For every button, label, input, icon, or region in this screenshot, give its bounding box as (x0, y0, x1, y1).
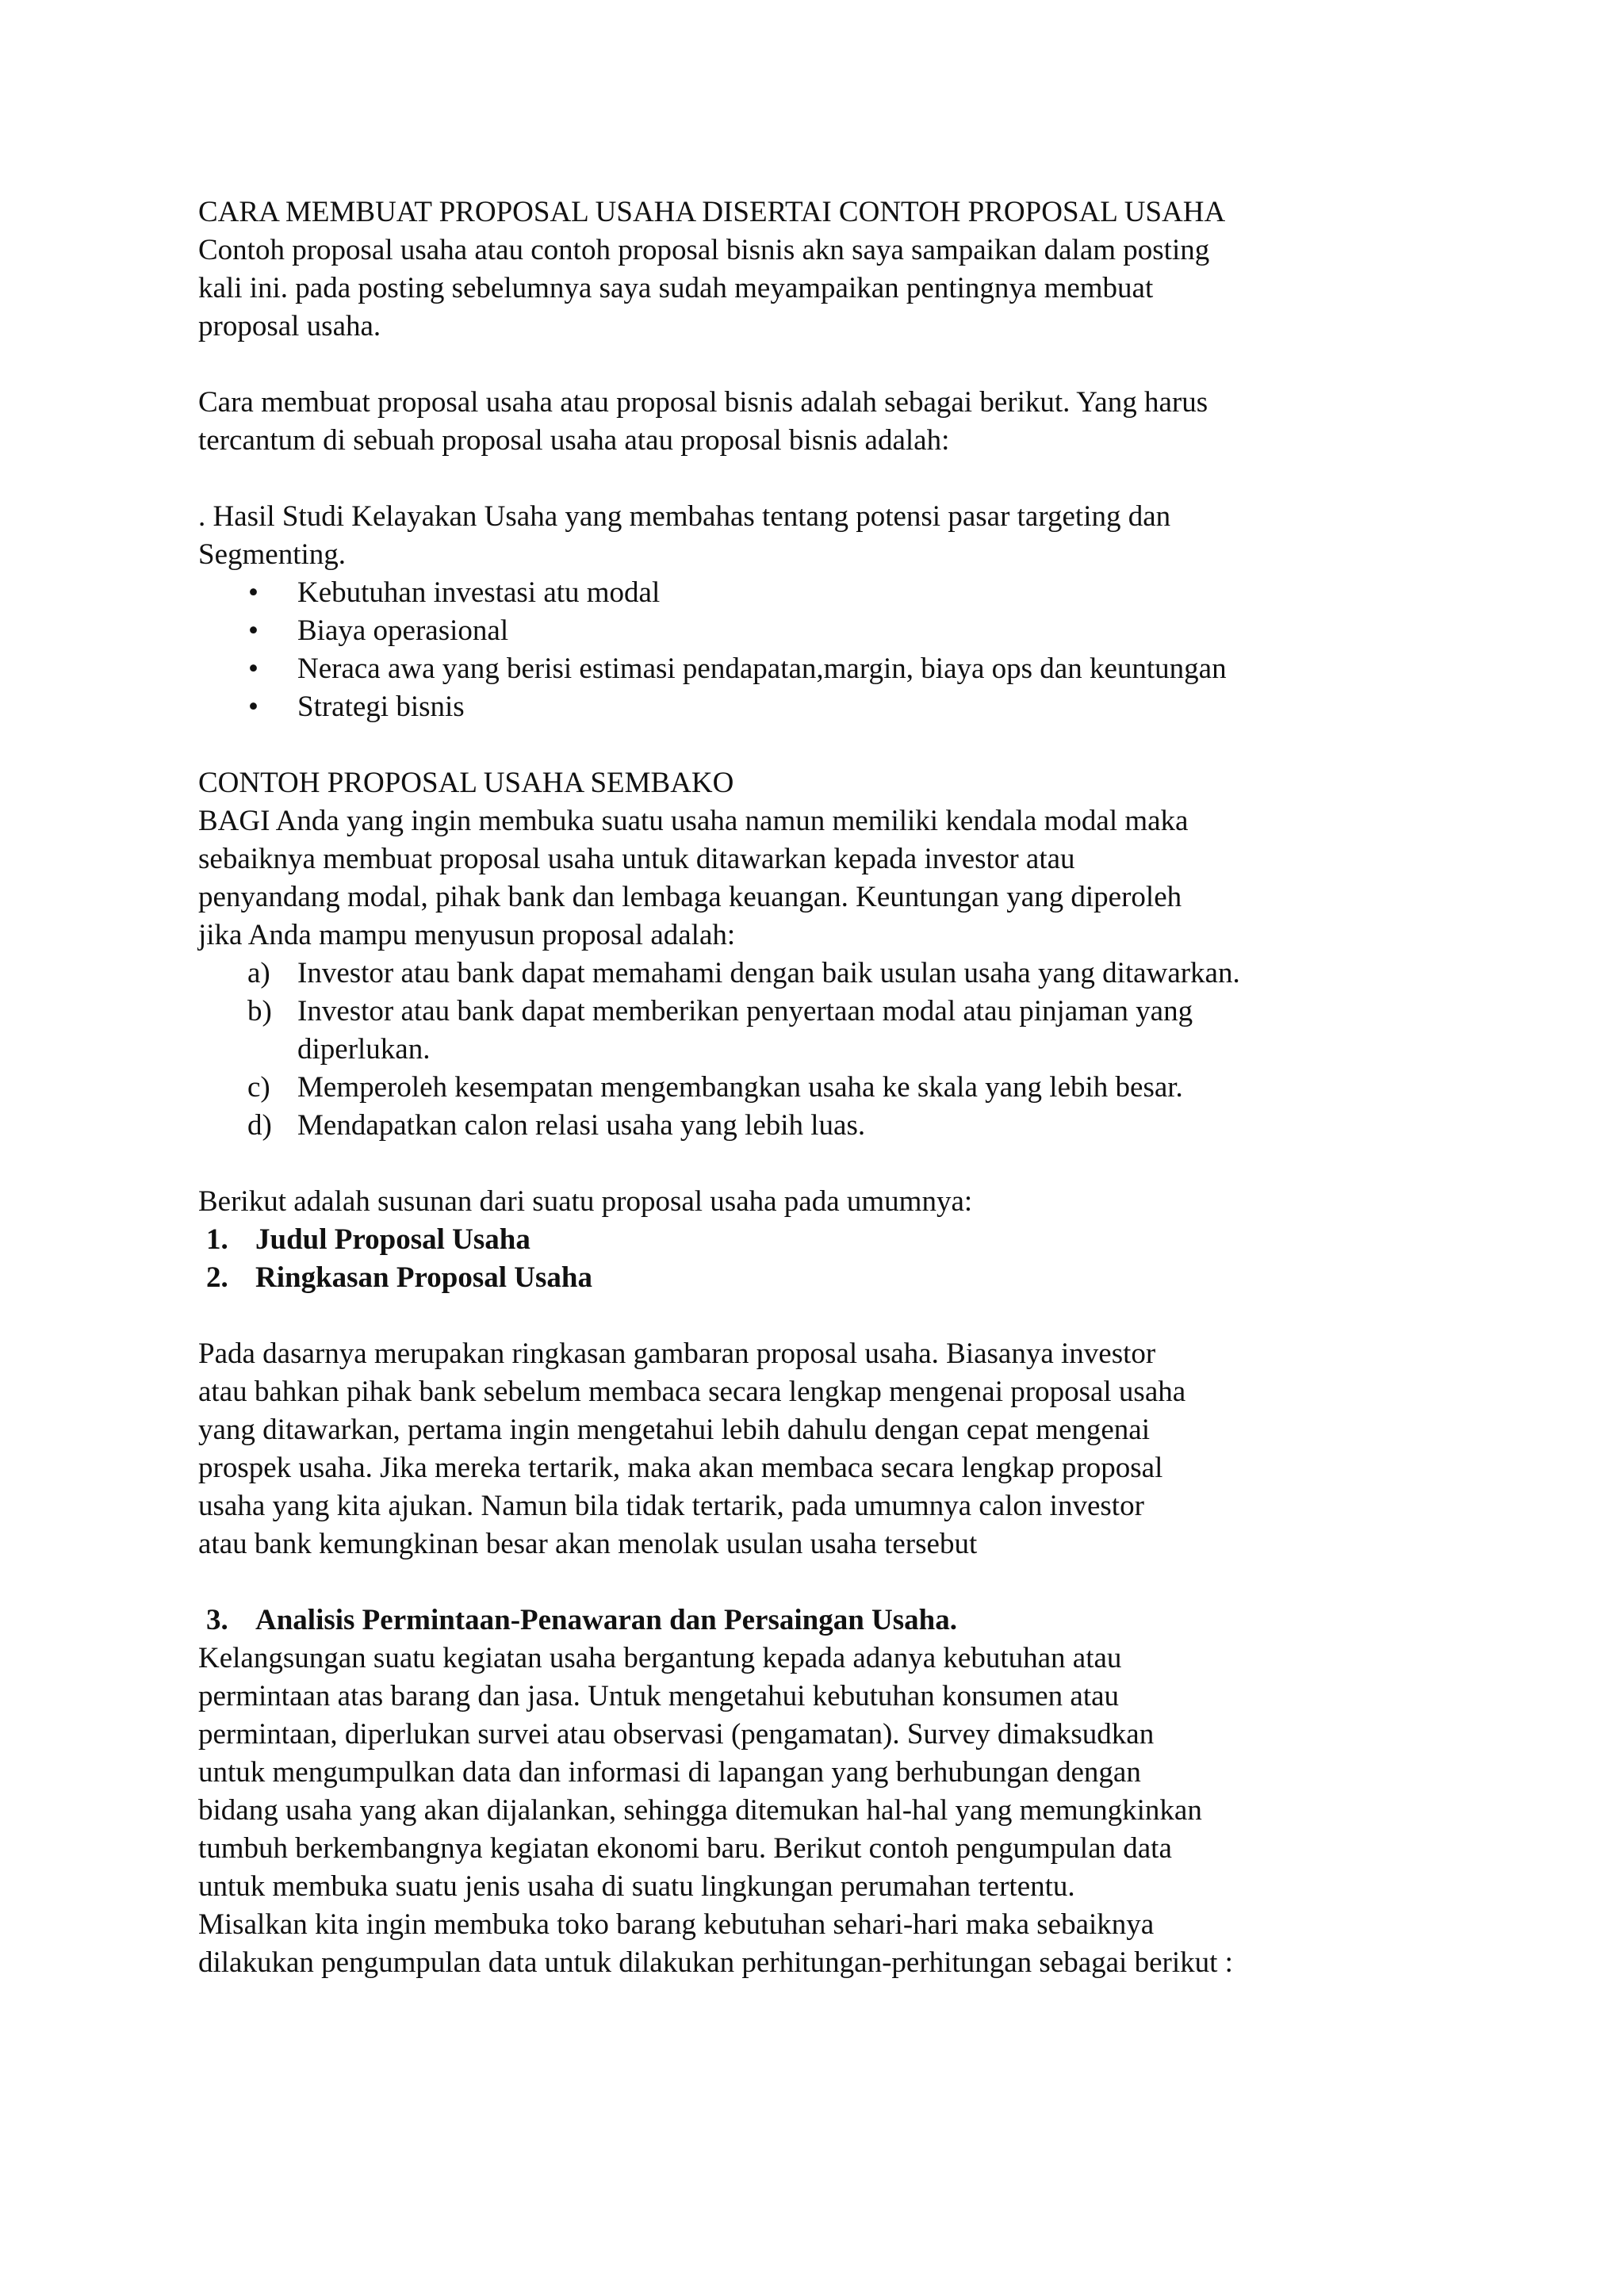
bullet-text: Kebutuhan investasi atu modal (297, 576, 661, 609)
paragraph-line: prospek usaha. Jika mereka tertarik, maka akan membaca secara lengkap proposal (198, 1452, 1163, 1484)
bullet-text: Biaya operasional (297, 614, 509, 647)
intro-line: Contoh proposal usaha atau contoh proposal bisnis akn saya sampaikan dalam posting (198, 234, 1210, 266)
item-text: Investor atau bank dapat memberikan penyertaan modal atau pinjaman yang (297, 995, 1193, 1027)
document-body (198, 193, 1435, 1982)
paragraph-line: Pada dasarnya merupakan ringkasan gambaran proposal usaha. Biasanya investor (198, 1337, 1156, 1370)
bullet-icon: • (248, 652, 259, 685)
number-marker: 1. (206, 1223, 228, 1256)
bullet-icon: • (248, 691, 259, 723)
spacer (198, 1145, 1435, 1183)
paragraph-line: BAGI Anda yang ingin membuka suatu usaha namun memiliki kendala modal maka (198, 805, 1189, 837)
spacer (198, 726, 1435, 764)
bullet-item (198, 650, 1435, 688)
paragraph-line: atau bank kemungkinan besar akan menolak usulan usaha tersebut (198, 1528, 978, 1560)
item-text: diperlukan. (297, 1033, 431, 1066)
numbered-heading (198, 1259, 1435, 1297)
paragraph-line: Cara membuat proposal usaha atau proposal bisnis adalah sebagai berikut. Yang harus (198, 386, 1208, 419)
spacer (198, 1563, 1435, 1601)
paragraph-line: jika Anda mampu menyusun proposal adalah: (198, 919, 736, 951)
paragraph-line: Berikut adalah susunan dari suatu proposal usaha pada umumnya: (198, 1185, 973, 1218)
item-text: Memperoleh kesempatan mengembangkan usaha ke skala yang lebih besar. (297, 1071, 1183, 1104)
paragraph-line: Misalkan kita ingin membuka toko barang kebutuhan sehari-hari maka sebaiknya (198, 1908, 1155, 1941)
bullet-text: Neraca awa yang berisi estimasi pendapatan,margin, biaya ops dan keuntungan (297, 652, 1227, 685)
number-marker: 3. (206, 1604, 228, 1636)
item-marker: a) (247, 957, 270, 989)
section-heading: CONTOH PROPOSAL USAHA SEMBAKO (198, 767, 734, 799)
bullet-item (198, 688, 1435, 726)
lettered-list (198, 955, 1435, 1145)
numbered-heading (198, 1221, 1435, 1259)
paragraph-line: untuk membuka suatu jenis usaha di suatu lingkungan perumahan tertentu. (198, 1870, 1075, 1903)
paragraph-line: tercantum di sebuah proposal usaha atau proposal bisnis adalah: (198, 424, 950, 457)
paragraph-line: permintaan atas barang dan jasa. Untuk mengetahui kebutuhan konsumen atau (198, 1680, 1120, 1712)
item-marker: d) (247, 1109, 272, 1142)
paragraph-line: atau bahkan pihak bank sebelum membaca secara lengkap mengenai proposal usaha (198, 1376, 1186, 1408)
paragraph-line: tumbuh berkembangnya kegiatan ekonomi baru. Berikut contoh pengumpulan data (198, 1832, 1172, 1865)
bullet-icon: • (248, 614, 259, 647)
paragraph-line: . Hasil Studi Kelayakan Usaha yang membahas tentang potensi pasar targeting dan (198, 500, 1171, 533)
paragraph-line: penyandang modal, pihak bank dan lembaga keuangan. Keuntungan yang diperoleh (198, 881, 1182, 913)
numbered-list (198, 1221, 1435, 1297)
numbered-heading (198, 1601, 1435, 1640)
document-title: CARA MEMBUAT PROPOSAL USAHA DISERTAI CONTOH PROPOSAL USAHA (198, 196, 1226, 228)
spacer (198, 346, 1435, 384)
intro-line: kali ini. pada posting sebelumnya saya sudah meyampaikan pentingnya membuat (198, 272, 1154, 304)
paragraph-line: permintaan, diperlukan survei atau observasi (pengamatan). Survey dimaksudkan (198, 1718, 1155, 1751)
item-text: Investor atau bank dapat memahami dengan baik usulan usaha yang ditawarkan. (297, 957, 1240, 989)
numbered-heading-text: Ringkasan Proposal Usaha (255, 1261, 592, 1294)
lettered-item (198, 955, 1435, 993)
item-text: Mendapatkan calon relasi usaha yang lebih luas. (297, 1109, 866, 1142)
paragraph-line: sebaiknya membuat proposal usaha untuk ditawarkan kepada investor atau (198, 843, 1075, 875)
paragraph-line: untuk mengumpulkan data dan informasi di lapangan yang berhubungan dengan (198, 1756, 1141, 1789)
number-marker: 2. (206, 1261, 228, 1294)
numbered-heading-text: Judul Proposal Usaha (255, 1223, 530, 1256)
bullet-list (198, 574, 1435, 726)
item-marker: b) (247, 995, 272, 1027)
paragraph-line: dilakukan pengumpulan data untuk dilakukan perhitungan-perhitungan sebagai berikut : (198, 1946, 1233, 1979)
paragraph-line: Kelangsungan suatu kegiatan usaha bergantung kepada adanya kebutuhan atau (198, 1642, 1122, 1674)
bullet-icon: • (248, 576, 259, 609)
paragraph-line: bidang usaha yang akan dijalankan, sehingga ditemukan hal-hal yang memungkinkan (198, 1794, 1202, 1827)
item-marker: c) (247, 1071, 270, 1104)
lettered-item (198, 1069, 1435, 1107)
spacer (198, 460, 1435, 498)
lettered-item (198, 993, 1435, 1069)
numbered-heading-text: Analisis Permintaan-Penawaran dan Persaingan Usaha. (255, 1604, 957, 1636)
paragraph-line: yang ditawarkan, pertama ingin mengetahui lebih dahulu dengan cepat mengenai (198, 1414, 1151, 1446)
lettered-item (198, 1107, 1435, 1145)
spacer (198, 1297, 1435, 1335)
paragraph-line: Segmenting. (198, 538, 347, 571)
paragraph-line: usaha yang kita ajukan. Namun bila tidak tertarik, pada umumnya calon investor (198, 1490, 1144, 1522)
bullet-item (198, 612, 1435, 650)
bullet-item (198, 574, 1435, 612)
bullet-text: Strategi bisnis (297, 691, 465, 723)
intro-line: proposal usaha. (198, 310, 381, 342)
